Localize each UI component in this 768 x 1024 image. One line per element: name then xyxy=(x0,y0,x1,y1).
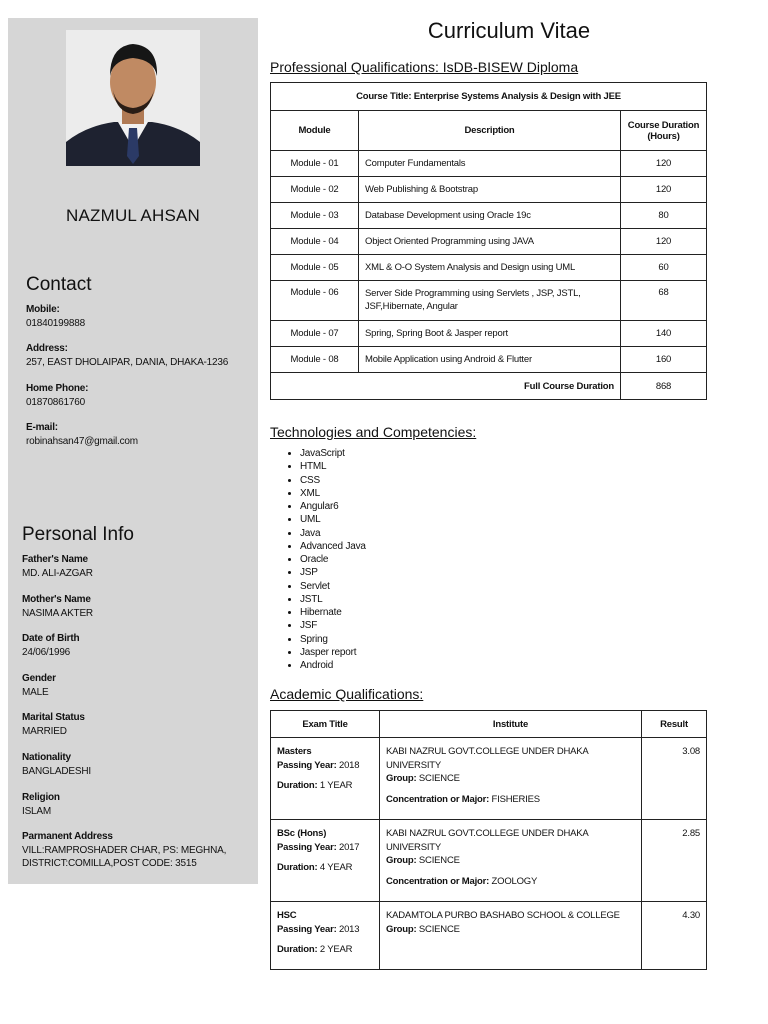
module-cell: Module - 05 xyxy=(271,255,359,281)
exam-cell xyxy=(271,820,380,902)
marital-label: Marital Status xyxy=(22,712,85,723)
list-item: • Angular6 xyxy=(300,500,366,513)
module-cell: Module - 07 xyxy=(271,321,359,347)
list-item: • Servlet xyxy=(300,580,366,593)
passing-year: Passing Year: 2013 xyxy=(277,923,360,935)
profile-photo xyxy=(66,30,200,166)
list-item: • Spring xyxy=(300,633,366,646)
hours-cell: 68 xyxy=(621,281,707,321)
gender-value: MALE xyxy=(22,687,49,698)
hours-cell: 120 xyxy=(621,177,707,203)
exam-title: BSc (Hons) xyxy=(277,828,327,839)
column-header-description: Description xyxy=(359,111,621,151)
mobile-label: Mobile: xyxy=(26,304,60,315)
list-item: • Oracle xyxy=(300,553,366,566)
duration: Duration: 2 YEAR xyxy=(277,944,353,955)
description-cell: Spring, Spring Boot & Jasper report xyxy=(359,321,621,347)
mobile-value: 01840199888 xyxy=(26,318,85,329)
table-row xyxy=(271,820,707,902)
course-table xyxy=(270,82,707,400)
module-cell: Module - 08 xyxy=(271,347,359,373)
exam-title: HSC xyxy=(277,910,297,921)
exam-title: Masters xyxy=(277,746,312,757)
description-cell: Object Oriented Programming using JAVA xyxy=(359,229,621,255)
list-item: • Advanced Java xyxy=(300,540,366,553)
email-value: robinahsan47@gmail.com xyxy=(26,436,138,447)
list-item: • HTML xyxy=(300,460,366,473)
module-cell: Module - 01 xyxy=(271,151,359,177)
total-hours: 868 xyxy=(621,373,707,400)
list-item: • XML xyxy=(300,487,366,500)
hours-cell: 120 xyxy=(621,229,707,255)
religion-label: Religion xyxy=(22,792,60,803)
technologies-heading: Technologies and Competencies: xyxy=(270,424,477,440)
technologies-list xyxy=(284,447,366,672)
email-label: E-mail: xyxy=(26,422,58,433)
institute-cell xyxy=(380,738,642,820)
institute-cell xyxy=(380,902,642,970)
contact-heading: Contact xyxy=(26,274,92,295)
table-row xyxy=(271,177,707,203)
address-value: 257, EAST DHOLAIPAR, DANIA, DHAKA-1236 xyxy=(26,357,229,368)
list-item: • JSF xyxy=(300,619,366,632)
nationality-label: Nationality xyxy=(22,752,71,763)
hours-cell: 140 xyxy=(621,321,707,347)
permanent-address-value: VILL:RAMPROSHADER CHAR, PS: MEGHNA, DISTRICT:COMILLA,POST CODE: 3515 xyxy=(22,845,227,869)
table-row xyxy=(271,281,707,321)
result-cell: 2.85 xyxy=(642,820,707,902)
major: Concentration or Major: FISHERIES xyxy=(386,793,540,805)
institute-name: KABI NAZRUL GOVT.COLLEGE UNDER DHAKA UNIVERSITY xyxy=(386,828,589,853)
candidate-name: NAZMUL AHSAN xyxy=(65,206,201,225)
table-row xyxy=(271,738,707,820)
page-title: Curriculum Vitae xyxy=(427,18,591,43)
religion-value: ISLAM xyxy=(22,806,52,817)
column-header-institute: Institute xyxy=(380,711,642,738)
duration: Duration: 1 YEAR xyxy=(277,780,353,791)
father-value: MD. ALI-AZGAR xyxy=(22,568,93,579)
father-label: Father's Name xyxy=(22,554,88,565)
column-header-module: Module xyxy=(271,111,359,151)
list-item: • UML xyxy=(300,513,366,526)
module-cell: Module - 06 xyxy=(271,281,359,321)
group: Group: SCIENCE xyxy=(386,773,460,784)
course-title: Course Title: Enterprise Systems Analysis & Design with JEE xyxy=(271,83,707,111)
total-label: Full Course Duration xyxy=(271,373,621,400)
hours-cell: 80 xyxy=(621,203,707,229)
institute-name: KADAMTOLA PURBO BASHABO SCHOOL & COLLEGE xyxy=(386,910,620,921)
description-cell: Computer Fundamentals xyxy=(359,151,621,177)
academic-heading: Academic Qualifications: xyxy=(270,686,424,702)
description-cell: Mobile Application using Android & Flutter xyxy=(359,347,621,373)
table-row xyxy=(271,229,707,255)
group: Group: SCIENCE xyxy=(386,923,460,935)
table-row xyxy=(271,347,707,373)
column-header-result: Result xyxy=(642,711,707,738)
description-cell: Database Development using Oracle 19c xyxy=(359,203,621,229)
description-cell: Server Side Programming using Servlets , JSP, JSTL, JSF,Hibernate, Angular xyxy=(359,281,621,321)
table-row xyxy=(271,151,707,177)
mother-label: Mother's Name xyxy=(22,594,91,605)
address-label: Address: xyxy=(26,343,68,354)
table-row xyxy=(271,321,707,347)
list-item: • JSTL xyxy=(300,593,366,606)
table-row xyxy=(271,203,707,229)
list-item: • CSS xyxy=(300,474,366,487)
list-item: • Hibernate xyxy=(300,606,366,619)
list-item: • Android xyxy=(300,659,366,672)
personal-info-heading: Personal Info xyxy=(22,524,134,545)
list-item: • Jasper report xyxy=(300,646,366,659)
institute-cell xyxy=(380,820,642,902)
exam-cell xyxy=(271,738,380,820)
table-row xyxy=(271,902,707,970)
marital-value: MARRIED xyxy=(22,726,67,737)
hours-cell: 120 xyxy=(621,151,707,177)
major: Concentration or Major: ZOOLOGY xyxy=(386,875,538,887)
description-cell: Web Publishing & Bootstrap xyxy=(359,177,621,203)
nationality-value: BANGLADESHI xyxy=(22,766,91,777)
hours-cell: 60 xyxy=(621,255,707,281)
gender-label: Gender xyxy=(22,673,56,684)
hours-cell: 160 xyxy=(621,347,707,373)
dob-value: 24/06/1996 xyxy=(22,647,71,658)
table-row xyxy=(271,255,707,281)
mother-value: NASIMA AKTER xyxy=(22,608,93,619)
list-item: • JavaScript xyxy=(300,447,366,460)
list-item: • JSP xyxy=(300,566,366,579)
sidebar xyxy=(8,18,258,884)
permanent-address-label: Parmanent Address xyxy=(22,831,113,842)
column-header-duration: Course Duration (Hours) xyxy=(621,111,707,151)
passing-year: Passing Year: 2018 xyxy=(277,759,360,771)
home-phone-value: 01870861760 xyxy=(26,397,85,408)
column-header-exam: Exam Title xyxy=(271,711,380,738)
module-cell: Module - 04 xyxy=(271,229,359,255)
dob-label: Date of Birth xyxy=(22,633,80,644)
duration: Duration: 4 YEAR xyxy=(277,862,353,873)
professional-heading: Professional Qualifications: IsDB-BISEW Diploma xyxy=(270,59,579,75)
result-cell: 4.30 xyxy=(642,902,707,970)
result-cell: 3.08 xyxy=(642,738,707,820)
home-phone-label: Home Phone: xyxy=(26,383,89,394)
exam-cell xyxy=(271,902,380,970)
description-cell: XML & O-O System Analysis and Design using UML xyxy=(359,255,621,281)
list-item: • Java xyxy=(300,527,366,540)
total-row xyxy=(271,373,707,400)
module-cell: Module - 02 xyxy=(271,177,359,203)
academic-table xyxy=(270,710,707,970)
institute-name: KABI NAZRUL GOVT.COLLEGE UNDER DHAKA UNIVERSITY xyxy=(386,746,589,771)
module-cell: Module - 03 xyxy=(271,203,359,229)
group: Group: SCIENCE xyxy=(386,855,460,866)
passing-year: Passing Year: 2017 xyxy=(277,841,360,853)
